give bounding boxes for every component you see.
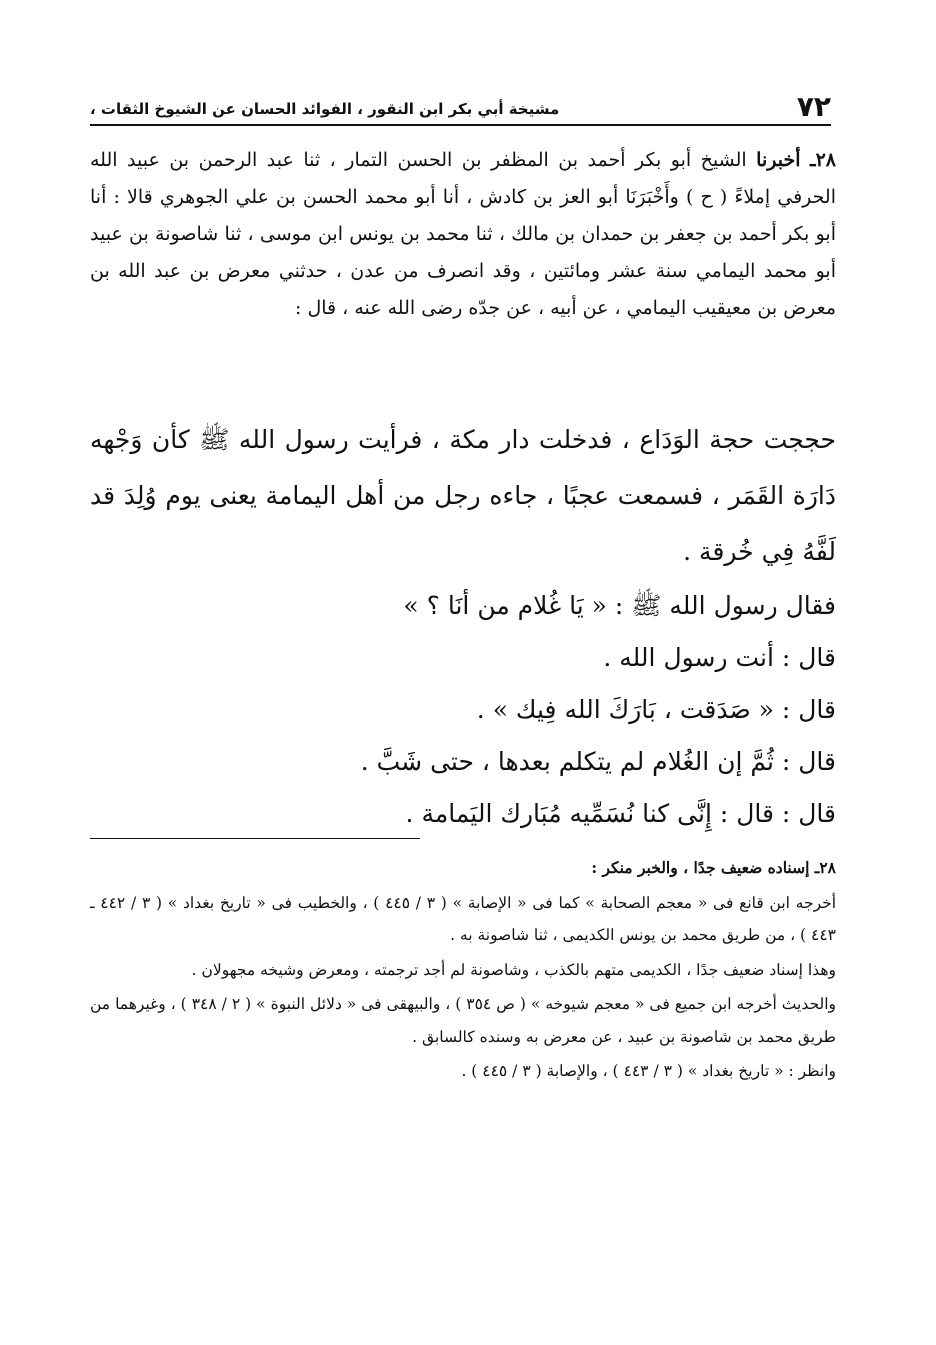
matn-line: قال : « صَدَقت ، بَارَكَ الله فِيك » . [476,695,836,724]
footnote-paragraph: أخرجه ابن قانع فى « معجم الصحابة » كما فى « الإصابة » ( ٣ / ٤٤٥ ) ، والخطيب فى « تاريخ بغداد » ( ٣ / ٤٤٢ ـ ٤٤٣ ) ، من طريق محمد بن يونس الكديمى ، ثنا شاصونة به . [90,893,837,944]
isnad-text: الشيخ أبو بكر أحمد بن المظفر بن الحسن التمار ، ثنا عبد الرحمن بن عبيد الله الحرفي إملاءً ( ح ) وأَخْبَرَنَا أبو العز بن كادش ، أنا أبو محمد الحسن بن علي الجوهري قالا : أنا أبو بكر أحمد بن جعفر بن حمدان بن مالك ، ثنا محمد بن يونس ابن موسى ، ثنا شاصونة بن عبيد أبو محمد اليمامي سنة عشر ومائتين ، وقد انصرف من عدن ، حدثني معرض بن عبد الله بن معرض بن معيقيب اليمامي ، عن أبيه ، عن جدّه رضى الله عنه ، قال : [90,149,836,319]
footnote-paragraph: وهذا إسناد ضعيف جدًا ، الكديمى متهم بالكذب ، وشاصونة لم أجد ترجمته ، ومعرض وشيخه مجهولان . [191,960,836,979]
footnotes [90,852,836,1088]
matn-line: فقال رسول الله ﷺ : « يَا غُلام من أنَا ؟ » [403,591,836,620]
matn-line: قال : أنت رسول الله . [603,643,836,672]
running-title: مشيخة أبي بكر ابن النقور ، الفوائد الحسان عن الشيوخ الثقات ، [90,100,560,118]
isnad-paragraph [90,142,836,327]
footnote-paragraph: والحديث أخرجه ابن جميع فى « معجم شيوخه » ( ص ٣٥٤ ) ، والبيهقى فى « دلائل النبوة » ( ٢ / ٣٤٨ ) ، وغيرهما من طريق محمد بن شاصونة بن عبيد ، عن معرض به وسنده كالسابق . [90,995,836,1046]
footnote-heading: ٢٨ـ إسناده ضعيف جدًا ، والخبر منكر : [591,858,836,877]
hadith-isnad [90,142,836,327]
matn-line: قال : ثُمَّ إن الغُلام لم يتكلم بعدها ، حتى شَبَّ . [360,747,836,776]
matn-paragraph: حججت حجة الوَدَاع ، فدخلت دار مكة ، فرأيت رسول الله ﷺ كأن وَجْهه دَارَة القَمَر ، فسمعت عجبًا ، جاءه رجل من أهل اليمامة يعنى يوم وُلِدَ قد لَفَّهُ فِي خُرقة . [90,425,836,566]
page-number: ٧٢ [796,90,831,123]
hadith-matn [90,412,836,840]
footnote-divider [90,838,420,839]
matn-line: قال : قال : إِنَّى كنا نُسَمِّيه مُبَارك اليَمامة . [405,799,836,828]
entry-keyword: أخبرنا [756,149,801,171]
page-header [90,88,831,126]
entry-number: ٢٨ـ [809,149,836,171]
footnote-paragraph: وانظر : « تاريخ بغداد » ( ٣ / ٤٤٣ ) ، والإصابة ( ٣ / ٤٤٥ ) . [461,1062,836,1080]
